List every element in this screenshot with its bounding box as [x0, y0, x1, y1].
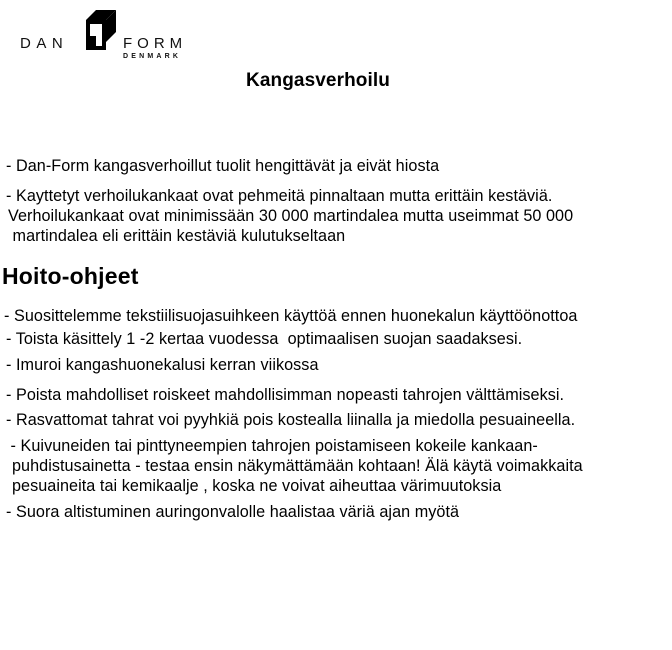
logo-word-dan: DAN	[20, 35, 69, 52]
care-line-5: - Rasvattomat tahrat voi pyyhkiä pois kostealla liinalla ja miedolla pesuaineella.	[6, 411, 576, 429]
care-line-2: - Toista käsittely 1 -2 kertaa vuodessa optimaalisen suojan saadaksesi.	[6, 330, 523, 348]
page-title: Kangasverhoilu	[246, 70, 390, 91]
intro-line-4: martindalea eli erittäin kestäviä kulutukseltaan	[8, 227, 346, 245]
care-line-9: - Suora altistuminen auringonvalolle haalistaa väriä ajan myötä	[6, 503, 460, 521]
logo-word-form: FORM	[123, 35, 188, 52]
care-line-8: pesuaineita tai kemikaalje , koska ne voivat aiheuttaa värimuutoksia	[12, 477, 502, 495]
logo-word-denmark: DENMARK	[123, 53, 182, 60]
care-line-3: - Imuroi kangashuonekalusi kerran viikossa	[6, 356, 319, 374]
intro-line-1: - Dan-Form kangasverhoillut tuolit hengittävät ja eivät hiosta	[6, 157, 440, 175]
care-line-7: puhdistusainetta - testaa ensin näkymättämään kohtaan! Älä käytä voimakkaita	[12, 457, 583, 475]
logo-cube-icon	[86, 10, 116, 50]
care-line-4: - Poista mahdolliset roiskeet mahdollisimman nopeasti tahrojen välttämiseksi.	[6, 386, 565, 404]
intro-line-3: Verhoilukankaat ovat minimissään 30 000 martindalea mutta useimmat 50 000	[8, 207, 574, 225]
intro-line-2: - Kayttetyt verhoilukankaat ovat pehmeitä pinnaltaan mutta erittäin kestäviä.	[6, 187, 553, 205]
care-line-6: - Kuivuneiden tai pinttyneempien tahrojen poistamiseen kokeile kankaan-	[6, 437, 538, 455]
care-line-1: - Suosittelemme tekstiilisuojasuihkeen käyttöä ennen huonekalun käyttöönottoa	[4, 307, 578, 325]
care-heading: Hoito-ohjeet	[2, 263, 139, 289]
dan-form-logo-mark	[20, 8, 200, 60]
dan-form-logo	[20, 8, 200, 60]
